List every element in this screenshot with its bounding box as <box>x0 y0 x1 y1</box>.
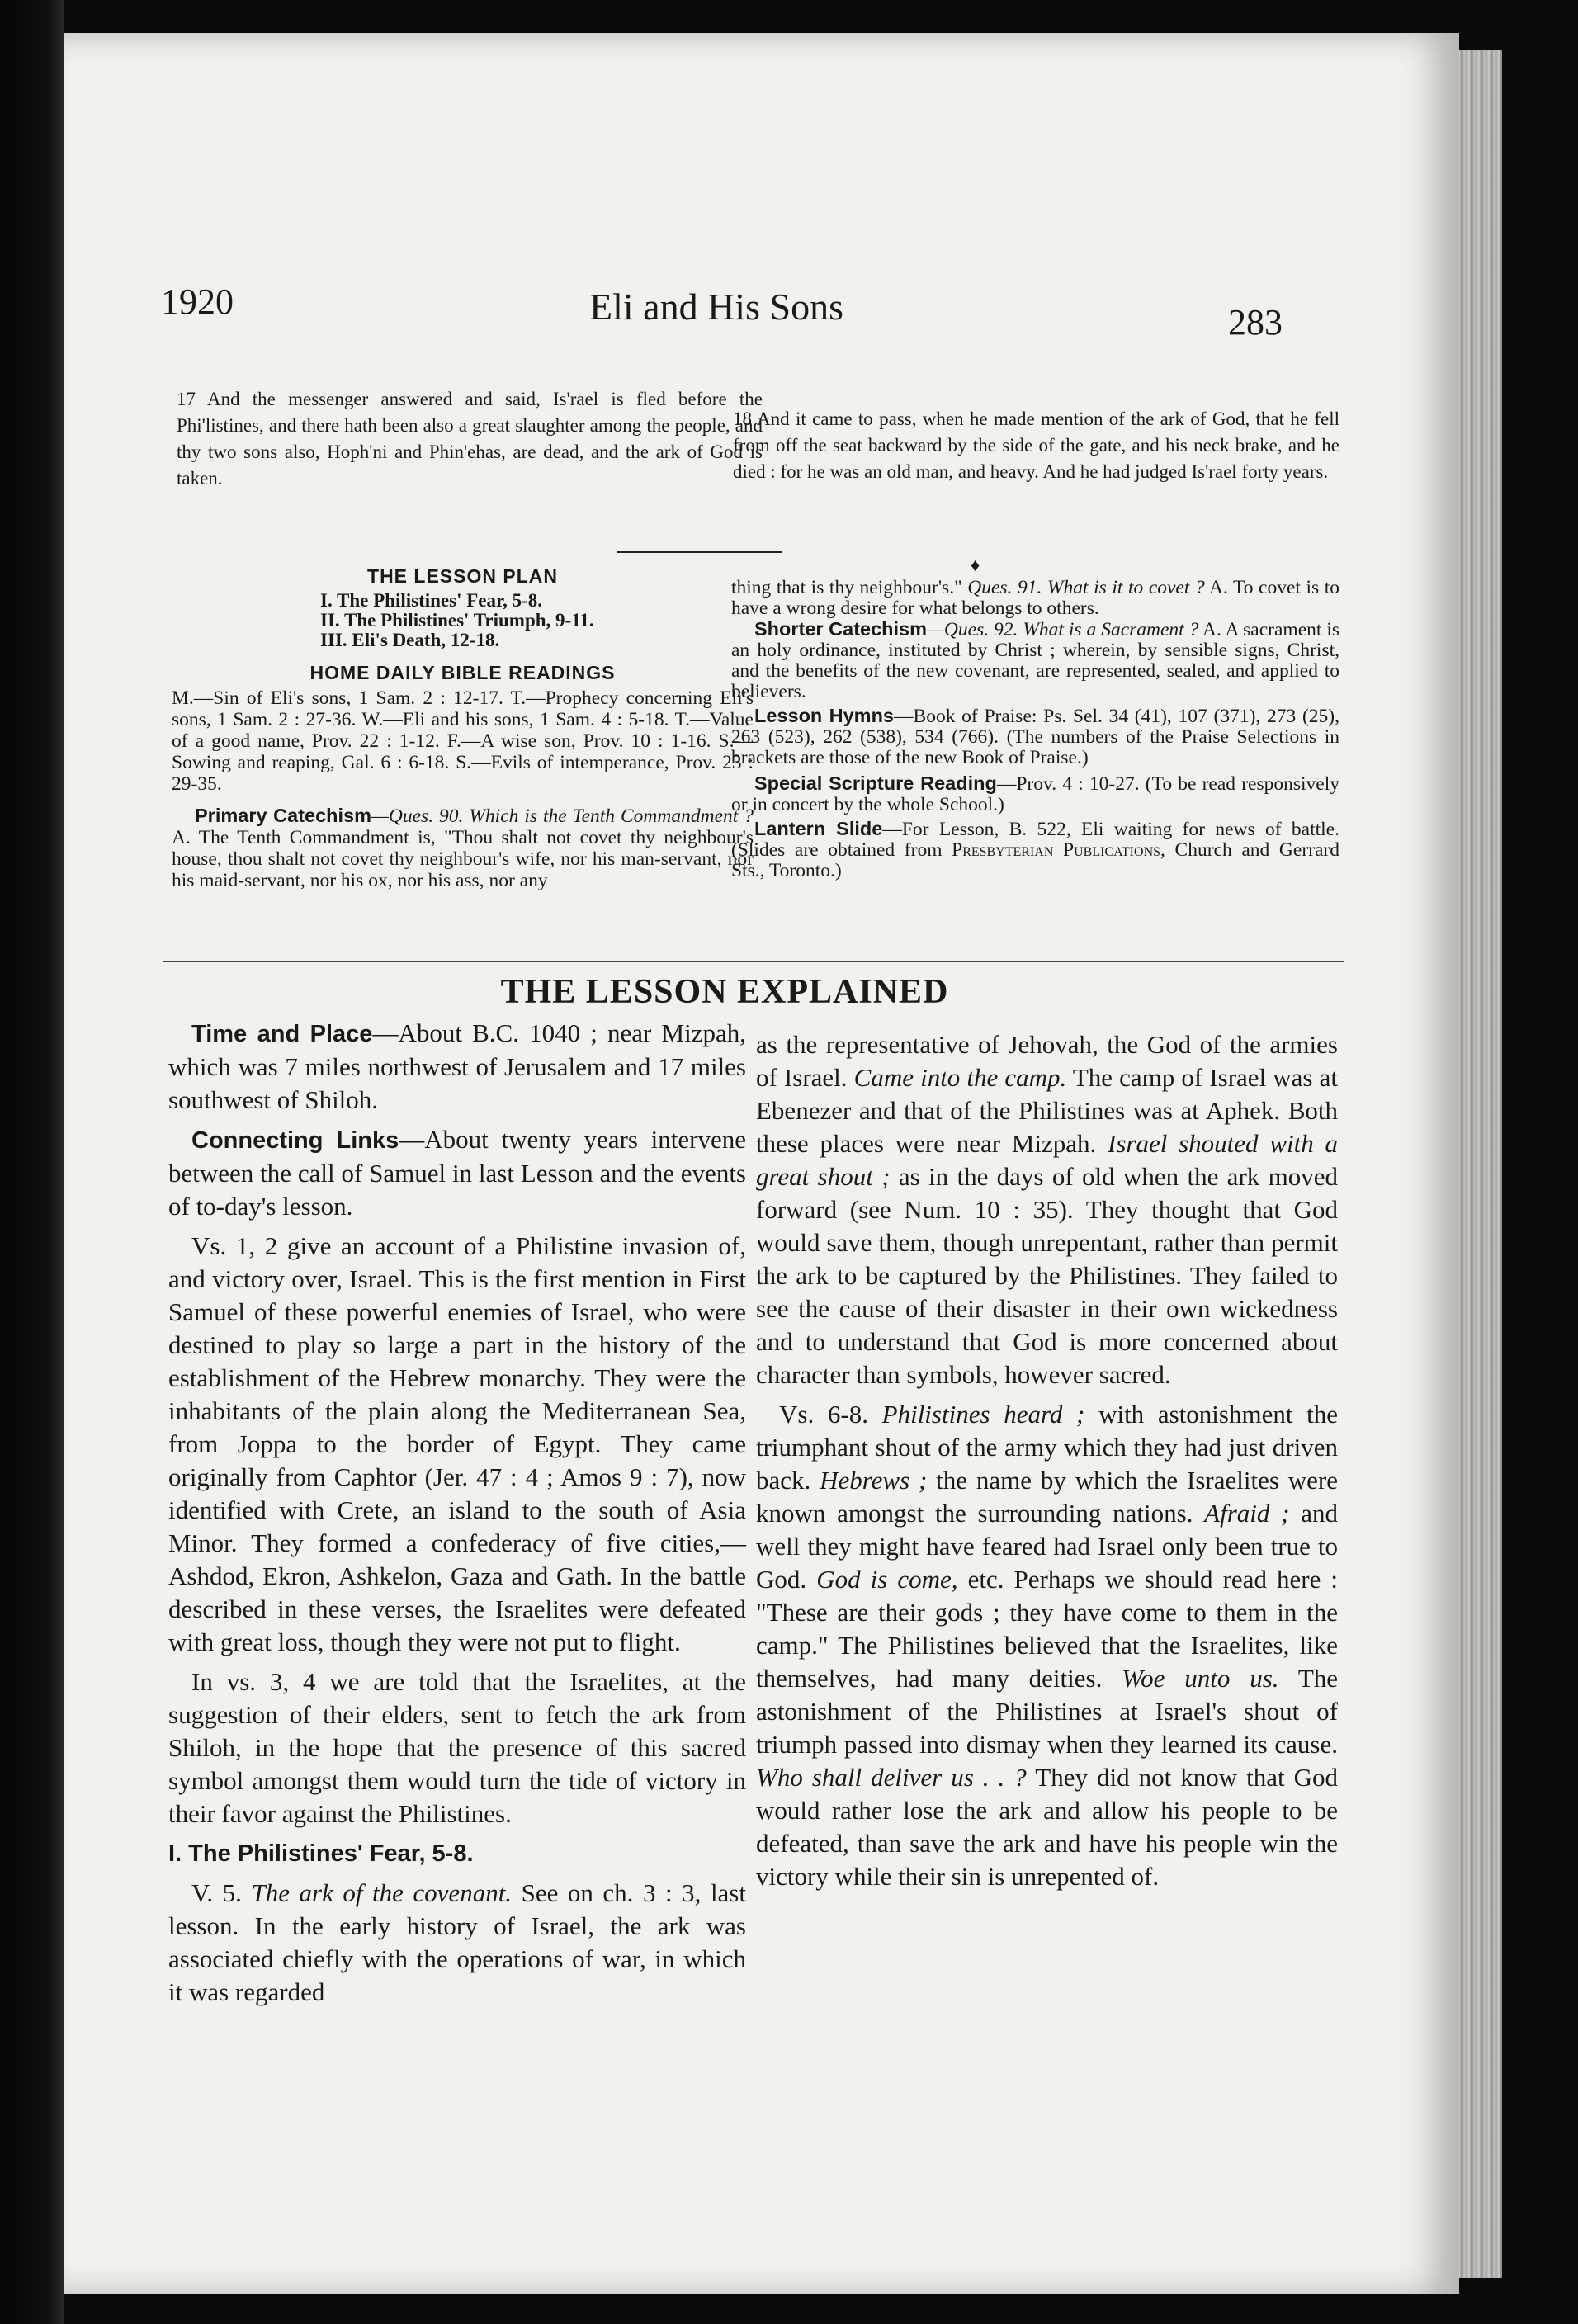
lesson-hymns <box>731 706 1339 768</box>
r2-text-e: etc. Perhaps we should read here : "These are their gods ; they have come to them in the camp." The Philistines believed that the Israelites, like themselves, had many deities. <box>756 1565 1338 1693</box>
connecting-links <box>168 1123 746 1223</box>
catechism-continuation-text: thing that is thy neighbour's." <box>731 577 962 598</box>
explained-right-column <box>756 1028 1338 1900</box>
lesson-plan-heading: THE LESSON PLAN <box>367 565 558 587</box>
catechism-q91: Ques. 91. What is it to covet ? <box>961 577 1205 598</box>
lesson-plan-item: II. The Philistines' Triumph, 9-11. <box>320 610 594 631</box>
primary-catechism-answer: A. The Tenth Commandment is, "Thou shalt not covet thy neighbour's house, thou shalt not covet thy neighbour's wife, nor his man-servant, nor his maid-servant, nor his ox, nor his ass, nor any <box>172 827 754 891</box>
home-readings-text: M.—Sin of Eli's sons, 1 Sam. 2 : 12-17. T.—Prophecy concerning Eli's sons, 1 Sam. 2 : 27-36. W.—Eli and his sons, 1 Sam. 4 : 5-18. T.—Value of a good name, Prov. 22 : 1-12. F.—A wise son, Prov. 10 : 1-16. S.—Sowing and reaping, Gal. 6 : 6-18. S.—Evils of intemperance, Prov. 23 : 29-35. <box>172 687 754 795</box>
section-divider <box>617 551 782 553</box>
lesson-hymns-label: Lesson Hymns <box>754 705 895 726</box>
header-page-number: 283 <box>1228 302 1283 342</box>
paragraph-vs-3-4: In vs. 3, 4 we are told that the Israelites, at the suggestion of their elders, sent to fetch the ark from Shiloh, in the hope that the presence of this sacred symbol amongst them would turn the tide of victory in their favor against the Philistines. <box>168 1667 746 1828</box>
header-title: Eli and His Sons <box>589 286 843 328</box>
ornament-icon: ♦ <box>971 555 980 575</box>
lesson-plan-list <box>320 591 754 650</box>
v5-phrase: The ark of the covenant. <box>251 1878 513 1907</box>
primary-catechism <box>172 805 754 891</box>
explained-divider <box>163 961 1344 962</box>
left-notes-column <box>172 565 754 891</box>
r2-phrase-3: Afraid ; <box>1204 1499 1290 1528</box>
r2-text-f: The astonishment of the Philistines at Israel's shout of triumph passed into dismay when they learned its cause. <box>756 1664 1339 1759</box>
paragraph-v5-continued <box>756 1028 1338 1391</box>
r2-text-g: They did not know that God would rather lose the ark and allow his people to be defeated, than save the ark and have his people win the victory while their sin is unrepented of. <box>756 1763 1338 1891</box>
r1-phrase-1: Came into the camp. <box>853 1063 1067 1092</box>
home-readings-heading: HOME DAILY BIBLE READINGS <box>309 662 616 683</box>
shorter-catechism-question: —Ques. 92. What is a Sacrament ? <box>927 619 1199 640</box>
time-and-place-label: Time and Place <box>191 1021 373 1047</box>
r2-text-b: with astonishment the triumphant shout of the army which they had just driven back. <box>756 1400 1339 1495</box>
special-scripture-reading <box>731 773 1339 815</box>
book-page <box>64 33 1459 2294</box>
primary-catechism-label: Primary Catechism <box>195 805 371 826</box>
paragraph-vs-1-2: Vs. 1, 2 give an account of a Philistine invasion of, and victory over, Israel. This is the first mention in First Samuel of these powerful enemies of Israel, who were destined to play so large a part in the history of the establishment of the Hebrew monarchy. They were the inhabitants of the plain along the Mediterranean Sea, from Joppa to the border of Egypt. They came originally from Caphtor (Jer. 47 : 4 ; Amos 9 : 7), now identified with Crete, an island to the south of Asia Minor. They formed a confederacy of five cities,—Ashdod, Ekron, Ashkelon, Gaza and Gath. In the battle described in these verses, the Israelites were defeated with great loss, though they were not put to flight. <box>168 1231 746 1656</box>
lesson-explained-heading: THE LESSON EXPLAINED <box>500 973 949 1011</box>
paragraph-v5 <box>168 1877 746 2009</box>
r2-phrase-2: Hebrews ; <box>820 1466 928 1495</box>
lantern-slide-text: —For Lesson, B. 522, Eli waiting for news of battle. (Slides are obtained from <box>731 819 1339 861</box>
lantern-slide <box>731 819 1339 881</box>
time-and-place <box>168 1017 746 1117</box>
paragraph-vs-6-8 <box>756 1398 1338 1893</box>
lantern-slide-publisher: Presbyterian Publications <box>952 839 1161 861</box>
time-and-place-text: —About B.C. 1040 ; near Mizpah, which was 7 miles northwest of Jerusalem and 17 miles southwest of Shiloh. <box>168 1018 746 1114</box>
header-year: 1920 <box>161 281 234 322</box>
r2-phrase-6: Who shall deliver us . . ? <box>756 1763 1027 1792</box>
lantern-slide-end: , Church and Gerrard Sts., Toronto.) <box>731 839 1339 881</box>
r1-text-c: as in the days of old when the ark moved forward (see Num. 10 : 35). They thought that God would save them, though unrepentant, rather than permit the ark to be captured by the Philistines. They failed to see the cause of their disaster in their own wickedness and to understand that God is more concerned about character than symbols, however sacred. <box>756 1162 1338 1389</box>
scan-left-border <box>0 0 64 2324</box>
shorter-catechism-answer: A. A sacrament is an holy ordinance, instituted by Christ ; wherein, by sensible signs, Christ, and the benefits of the new covenant, are represented, sealed, and applied to believers. <box>731 619 1340 702</box>
scripture-verse-17: 17 And the messenger answered and said, Is'rael is fled before the Phi'listines, and there hath been also a great slaughter among the people, and thy two sons also, Hoph'ni and Phin'ehas, are dead, and the ark of God is taken. <box>177 389 763 489</box>
catechism-continuation <box>731 578 1339 619</box>
shorter-catechism <box>731 619 1339 702</box>
lesson-hymns-text: —Book of Praise: Ps. Sel. 34 (41), 107 (371), 273 (25), 263 (523), 262 (538), 534 (766). (The numbers of the Praise Selections in brackets are those of the new Book of Praise.) <box>731 706 1339 768</box>
lesson-plan-item: III. Eli's Death, 12-18. <box>320 630 500 650</box>
scripture-verse-18: 18 And it came to pass, when he made mention of the ark of God, that he fell from off the seat backward by the side of the gate, and his neck brake, and he died : for he was an old man, and heavy. And he had judged Is'rael forty years. <box>733 409 1339 482</box>
r2-text-d: and well they might have feared had Israel only been true to God. <box>756 1499 1338 1594</box>
r2-phrase-4: God is come, <box>816 1565 958 1594</box>
lantern-slide-label: Lantern Slide <box>754 818 883 839</box>
special-scripture-text: —Prov. 4 : 10-27. (To be read responsively or in concert by the whole School.) <box>731 773 1339 815</box>
r2-phrase-5: Woe unto us. <box>1122 1664 1279 1693</box>
r1-text-b: The camp of Israel was at Ebenezer and that of the Philistines was at Aphek. Both these places were near Mizpah. <box>756 1063 1338 1158</box>
r2-ref: Vs. 6-8. <box>779 1400 882 1429</box>
r2-text-c: the name by which the Israelites were known amongst the surrounding nations. <box>756 1466 1338 1528</box>
catechism-a91: A. To covet is to have a wrong desire for what belongs to others. <box>731 577 1340 619</box>
right-notes-column <box>731 555 1340 881</box>
special-scripture-label: Special Scripture Reading <box>754 772 997 794</box>
shorter-catechism-label: Shorter Catechism <box>754 618 928 640</box>
primary-catechism-question: —Ques. 90. Which is the Tenth Commandment ? <box>371 805 754 827</box>
v5-text: See on ch. 3 : 3, last lesson. In the early history of Israel, the ark was associated chiefly with the operations of war, in which it was regarded <box>168 1878 746 2006</box>
connecting-links-text: —About twenty years intervene between the call of Samuel in last Lesson and the events of to-day's lesson. <box>168 1125 746 1221</box>
r2-phrase-1: Philistines heard ; <box>881 1400 1085 1429</box>
explained-left-column <box>168 1017 746 2015</box>
r1-phrase-2: Israel shouted with a great shout ; <box>756 1129 1338 1191</box>
r1-text-a: as the representative of Jehovah, the God of the armies of Israel. <box>756 1030 1338 1092</box>
lesson-plan-item: I. The Philistines' Fear, 5-8. <box>320 590 542 611</box>
connecting-links-label: Connecting Links <box>191 1127 399 1154</box>
v5-ref: V. 5. <box>191 1878 252 1907</box>
section-philistines-fear: I. The Philistines' Fear, 5-8. <box>168 1840 474 1867</box>
